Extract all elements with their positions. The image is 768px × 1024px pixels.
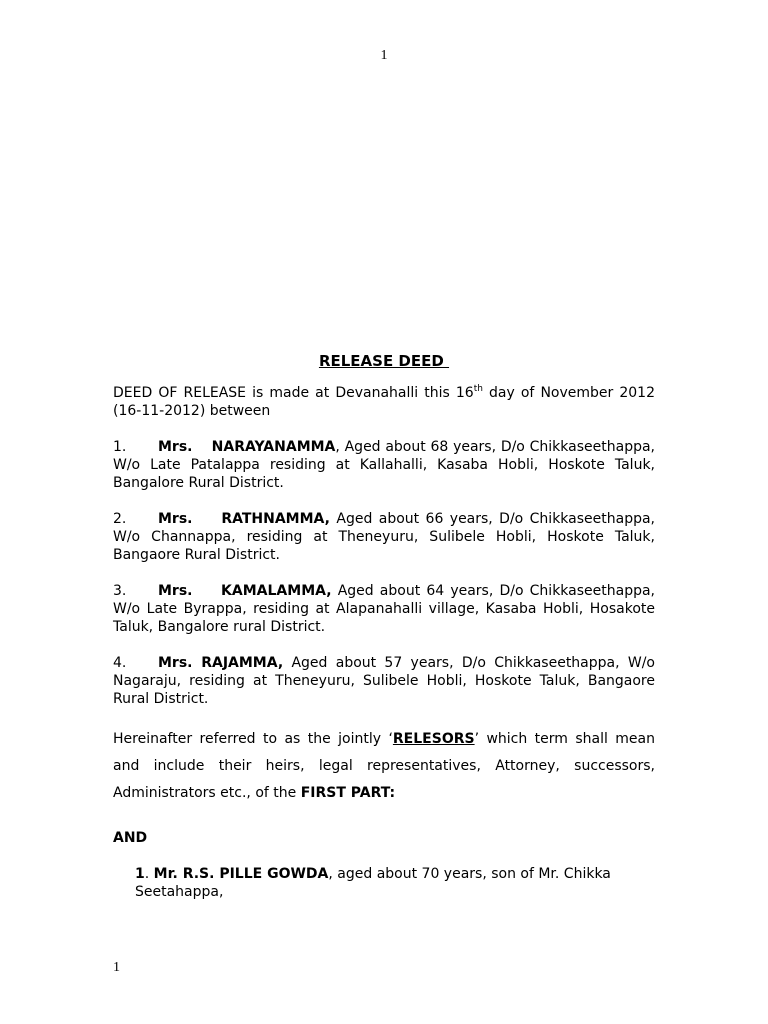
party-number: 3.: [113, 583, 127, 599]
party-name: Mrs. RAJAMMA,: [158, 655, 284, 671]
page-number-top: 1: [380, 48, 388, 63]
party-name: Mrs. NARAYANAMMA: [158, 439, 336, 455]
party-name: Mrs. KAMALAMMA,: [158, 583, 332, 599]
second-party-1: [135, 865, 655, 901]
party-number: 4.: [113, 655, 127, 671]
party-name: Mrs. RATHNAMMA,: [158, 511, 330, 527]
party-number: 1.: [113, 439, 127, 455]
second-party-number: 1: [135, 866, 145, 882]
second-party-name: Mr. R.S. PILLE GOWDA: [153, 866, 329, 882]
intro-superscript: th: [473, 384, 483, 394]
party-number: 2.: [113, 511, 127, 527]
party-4: [113, 654, 655, 708]
hereinafter-middle: ’ which term shall mean and include their heirs, legal representatives, Attorney, successors, Administrators etc., of the: [113, 731, 655, 801]
intro-paragraph: [113, 384, 655, 420]
party-1: [113, 438, 655, 492]
party-details: Aged about 66 years, D/o Chikkaseethappa, W/o Channappa, residing at Theneyuru, Sulibele Hobli, Hoskote Taluk, Bangaore Rural District.: [113, 511, 656, 563]
page-number-bottom: 1: [113, 960, 120, 975]
hereinafter-before: Hereinafter referred to as the jointly ‘: [113, 731, 393, 747]
party-2: [113, 510, 655, 564]
and-label: AND: [113, 830, 148, 846]
second-party-dot: .: [144, 866, 154, 882]
first-part-label: FIRST PART:: [300, 785, 396, 801]
party-details: , Aged about 68 years, D/o Chikkaseethappa, W/o Late Patalappa residing at Kallahalli, Kasaba Hobli, Hoskote Taluk, Bangalore Rural District.: [113, 439, 655, 491]
intro-before: DEED OF RELEASE is made at Devanahalli this 16: [113, 385, 474, 401]
hereinafter-paragraph: [113, 726, 655, 807]
party-3: [113, 582, 655, 636]
party-details: Aged about 57 years, D/o Chikkaseethappa, W/o Nagaraju, residing at Theneyuru, Sulibele Hobli, Hoskote Taluk, Bangaore Rural District.: [113, 655, 655, 707]
document-body: [113, 352, 655, 919]
intro-after: day of November 2012 (16-11-2012) between: [113, 385, 655, 419]
party-details: Aged about 64 years, D/o Chikkaseethappa, W/o Late Byrappa, residing at Alapanahalli village, Kasaba Hobli, Hosakote Taluk, Bangalore rural District.: [113, 583, 656, 635]
second-party-details: , aged about 70 years, son of Mr. Chikka Seetahappa,: [135, 866, 611, 900]
relesors-term: RELESORS: [392, 731, 475, 747]
document-title: RELEASE DEED: [318, 352, 450, 370]
